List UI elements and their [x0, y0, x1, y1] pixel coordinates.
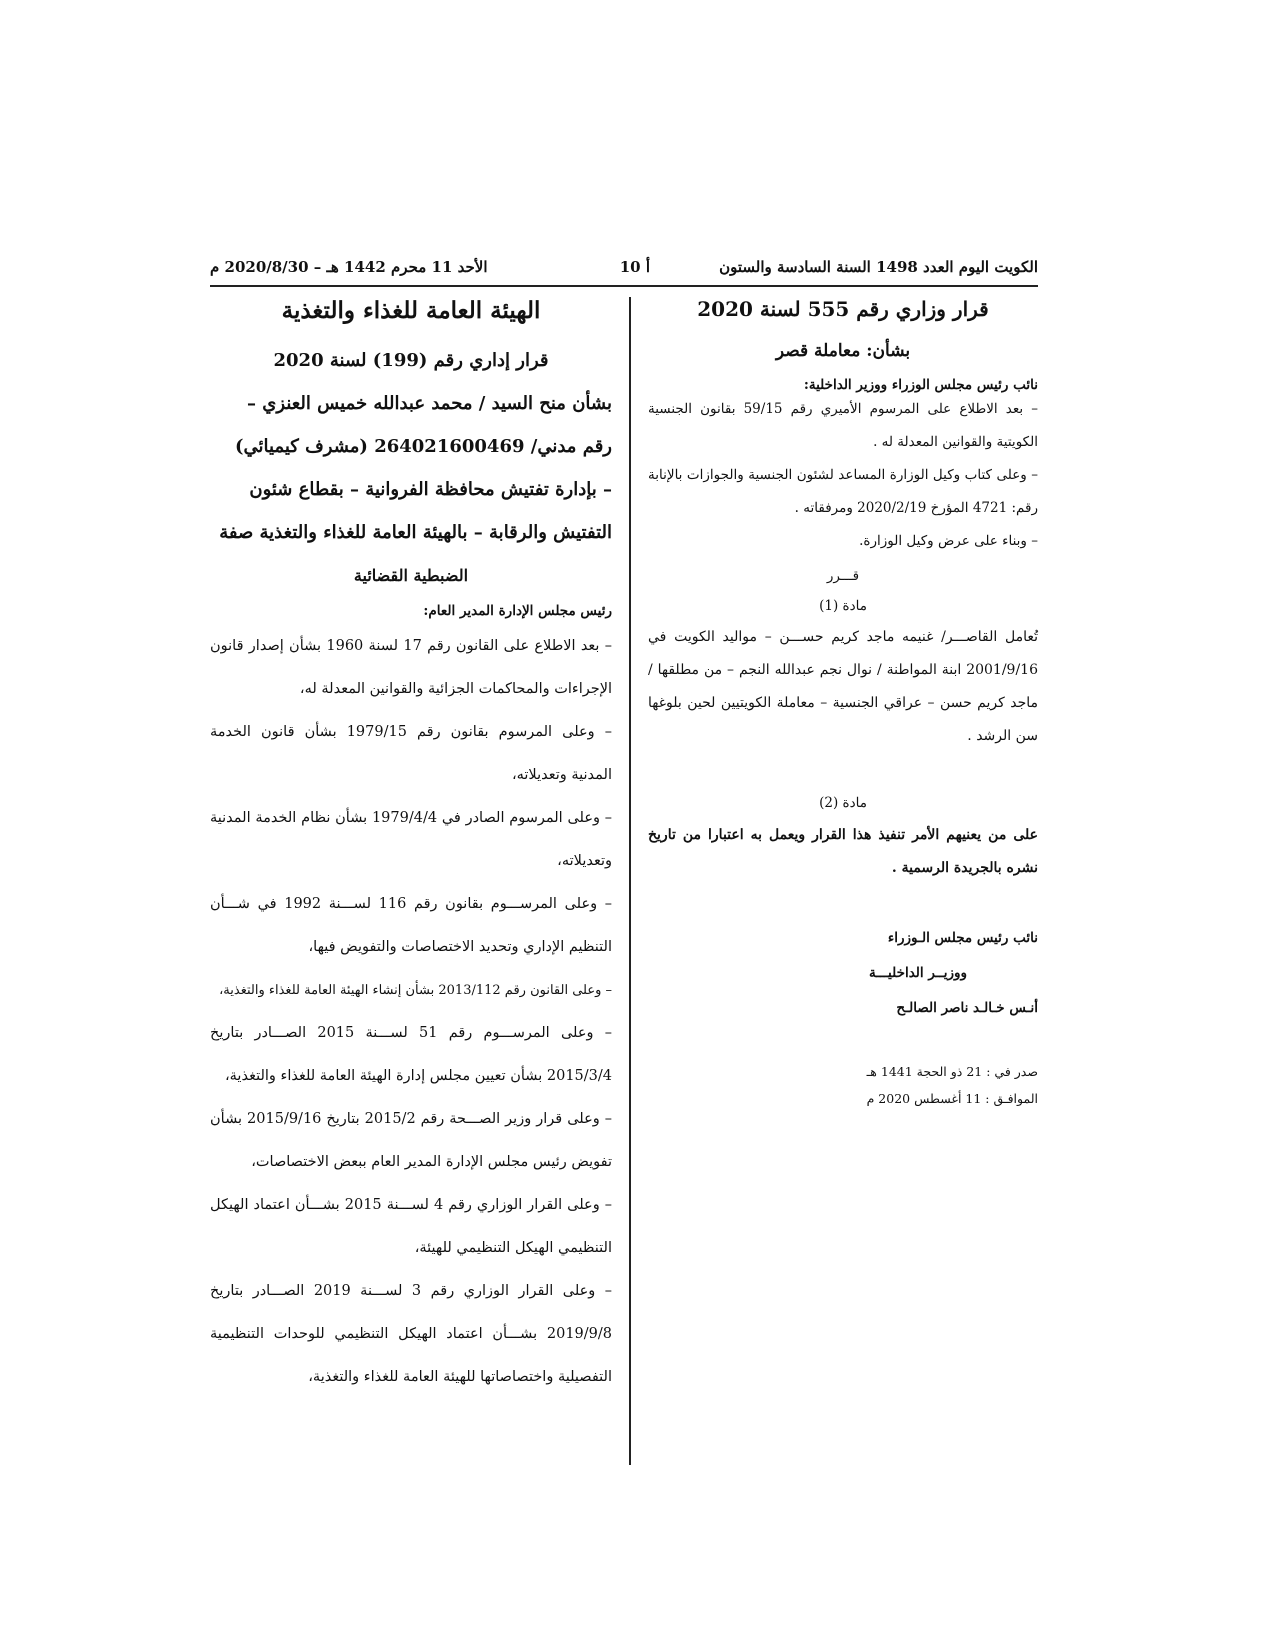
signature-line: نائب رئيس مجلس الـوزراء [887, 929, 1038, 946]
decision-recital: – وعلى قرار وزير الصـــحة رقم 2015/2 بتاريخ 2015/9/16 بشأن تفويض رئيس مجلس الإدارة المدير العام ببعض الاختصاصات، [210, 1111, 612, 1171]
issue-date: صدر في : 21 ذو الحجة 1441 هـ [866, 1063, 1038, 1079]
decision-recital: – وعلى المرسوم بقانون رقم 1979/15 بشأن قانون الخدمة المدنية وتعديلاته، [210, 724, 612, 784]
ministerial-decision [648, 297, 1038, 1106]
signature-line: أنـس خـالـد ناصر الصالـح [896, 999, 1038, 1016]
decision-subject [210, 382, 612, 597]
decision-recital: – وعلى القانون رقم 2013/112 بشأن إنشاء الهيئة العامة للغذاء والتغذية، [219, 983, 612, 999]
article-1-heading: مادة (1) [819, 598, 867, 615]
column-divider [629, 297, 631, 1465]
decided-heading: قـــرر [826, 568, 860, 585]
article-2-text: على من يعنيهم الأمر تنفيذ هذا القرار ويعمل به اعتبارا من تاريخ نشره بالجريدة الرسمية . [648, 826, 1038, 876]
decision-issuer: رئيس مجلس الإدارة المدير العام: [423, 603, 612, 619]
header-date: الأحد 11 محرم 1442 هـ – 2020/8/30 م [210, 258, 488, 276]
decision-recital: – بعد الاطلاع على القانون رقم 17 لسنة 1960 بشأن إصدار قانون الإجراءات والمحاكمات الجزائية والقوانين المعدلة له، [210, 638, 612, 698]
administrative-decision [210, 297, 612, 1399]
decision-recital: – وبناء على عرض وكيل الوزارة. [859, 533, 1038, 550]
signature-line: ووزيــر الداخليـــة [868, 964, 968, 981]
corresponding-date: الموافـق : 11 أغسطس 2020 م [866, 1090, 1038, 1106]
subject-line: التفتيش والرقابة – بالهيئة العامة للغذاء والتغذية صفة [219, 522, 612, 543]
authority-name: الهيئة العامة للغذاء والتغذية [281, 297, 541, 324]
article-1-text: تُعامل القاصـــر/ غنيمه ماجد كريم حســـن – مواليد الكويت في 2001/9/16 ابنة المواطنة / نوال نجم عبدالله النجم – من مطلقها / ماجد كريم حسن – عراقي الجنسية – معاملة الكويتيين لحين بلوغها سن الرشد . [648, 628, 1038, 744]
decision-title: قرار وزاري رقم 555 لسنة 2020 [697, 297, 989, 321]
decision-recital: – وعلى المرسوم الصادر في 1979/4/4 بشأن نظام الخدمة المدنية وتعديلاته، [210, 810, 612, 870]
decision-recital: – وعلى القرار الوزاري رقم 4 لســـنة 2015 بشـــأن اعتماد الهيكل التنظيمي الهيكل التنظيمي للهيئة، [210, 1197, 613, 1257]
decision-title: قرار إداري رقم (199) لسنة 2020 [273, 350, 549, 371]
article-2-heading: مادة (2) [819, 794, 867, 811]
header-page-number: أ 10 [619, 258, 650, 276]
decision-recital: – وعلى المرســـوم بقانون رقم 116 لســـنة 1992 في شـــأن التنظيم الإداري وتحديد الاختصاصات والتفويض فيها، [210, 896, 612, 956]
signature-block [798, 921, 1038, 1026]
decision-recital: – وعلى القرار الوزاري رقم 3 لســـنة 2019 الصـــادر بتاريخ 2019/9/8 بشـــأن اعتماد الهيكل التنظيمي للوحدات التنظيمية التفصيلية واختصاصاتها للهيئة العامة للغذاء والتغذية، [210, 1283, 612, 1386]
subject-line: بشأن منح السيد / محمد عبدالله خميس العنزي – [247, 393, 612, 414]
decision-recital: – وعلى المرســـوم رقم 51 لســـنة 2015 الصـــادر بتاريخ 2015/3/4 بشأن تعيين مجلس إدارة الهيئة العامة للغذاء والتغذية، [210, 1025, 612, 1085]
subject-line: الضبطية القضائية [353, 566, 469, 585]
decision-recital: – وعلى كتاب وكيل الوزارة المساعد لشئون الجنسية والجوازات بالإنابة رقم: 4721 المؤرخ 2020/2/19 ومرفقاته . [648, 467, 1038, 517]
subject-line: – بإدارة تفتيش محافظة الفروانية – بقطاع شئون [249, 479, 612, 500]
page-header [210, 258, 1038, 282]
decision-recital: – بعد الاطلاع على المرسوم الأميري رقم 59/15 بقانون الجنسية الكويتية والقوانين المعدلة له . [648, 401, 1039, 451]
decision-subject: بشأن: معاملة قصر [775, 341, 911, 361]
header-rule [210, 285, 1038, 287]
decision-issuer: نائب رئيس مجلس الوزراء ووزير الداخلية: [803, 377, 1038, 393]
subject-line: رقم مدني/ 264021600469 (مشرف كيميائي) [235, 436, 612, 457]
header-issue: الكويت اليوم العدد 1498 السنة السادسة والستون [719, 258, 1038, 276]
